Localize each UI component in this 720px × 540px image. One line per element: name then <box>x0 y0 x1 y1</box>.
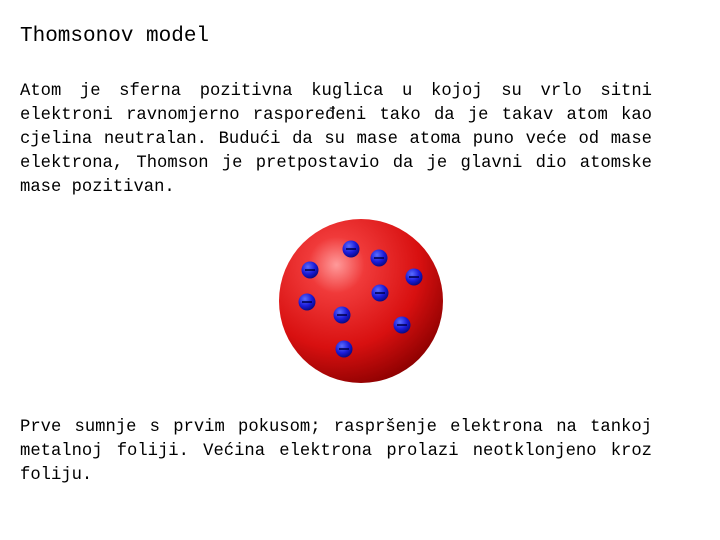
experiment-paragraph: Prve sumnje s prvim pokusom; raspršenje elektrona na tankoj metalnoj foliji. Većina elektrona prolazi neotklonjeno kroz foliju. <box>20 418 652 485</box>
slide-title: Thomsonov model <box>20 25 210 48</box>
electron-icon <box>406 269 423 286</box>
electron-icon <box>302 262 319 279</box>
electron-icon <box>299 294 316 311</box>
electron-icon <box>394 317 411 334</box>
electron-icon <box>334 307 351 324</box>
electron-icon <box>343 241 360 258</box>
thomson-atom-illustration <box>276 216 446 386</box>
description-paragraph: Atom je sferna pozitivna kuglica u kojoj su vrlo sitni elektroni ravnomjerno raspoređeni tako da je takav atom kao cjelina neutralan. Budući da su mase atoma puno veće od mase elektrona, Thomson je pretpostavio da je glavni dio atomske mase pozitivan. <box>20 82 652 197</box>
electron-icon <box>336 341 353 358</box>
electron-icon <box>371 250 388 267</box>
electron-icon <box>372 285 389 302</box>
